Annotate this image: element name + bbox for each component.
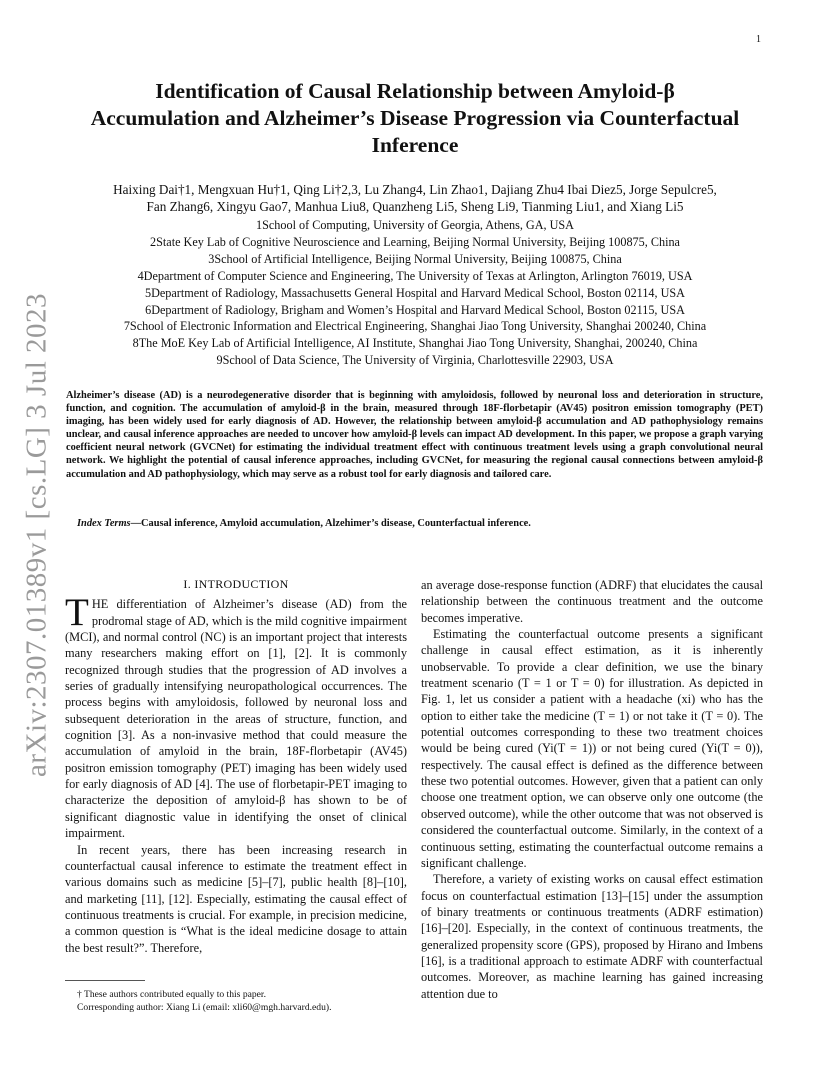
paper-title: Identification of Causal Relationship between Amyloid-β Accumulation and Alzheimer’s Disease Progression via Counterfactual Inference [90, 79, 740, 157]
affiliation: 4Department of Computer Science and Engineering, The University of Texas at Arlington, Arlington 76019, USA [137, 268, 693, 283]
authors-line-2: Fan Zhang6, Xingyu Gao7, Manhua Liu8, Quanzheng Li5, Sheng Li9, Tianming Liu1, and Xiang Li5 [146, 199, 684, 214]
index-terms-text: —Causal inference, Amyloid accumulation, Alzehimer’s disease, Counterfactual inference. [130, 518, 531, 529]
left-column [65, 576, 407, 956]
index-terms [77, 518, 763, 529]
authors-line-1: Haixing Dai†1, Mengxuan Hu†1, Qing Li†2,3, Lu Zhang4, Lin Zhao1, Dajiang Zhu4 Ibai Diez5, Jorge Sepulcre5, [113, 182, 717, 197]
intro-paragraph-1-text: HE differentiation of Alzheimer’s disease (AD) from the prodromal stage of AD, which is the mild cognitive impairment (MCI), and normal control (NC) is an important project that interests many researchers making effort on [1], [2]. It is commonly recognized through studies that the progression of AD involves a series of gradually intensifying neuropathological occurrences. The process begins with amyloidosis, followed by neuronal loss and subsequent deterioration in the areas of structure, function, and cognition [3]. As a non-invasive method that could measure the accumulation of amyloid in the brain, 18F-florbetapir (AV45) positron emission tomography (PET) imaging has been widely used for early diagnosis of AD [4]. The use of florbetapir-PET imaging to characterize the deposition of amyloid-β has shown to be of significant diagnostic value in identifying the onset of clinical impairment. [65, 597, 407, 841]
arxiv-id: arXiv:2307.01389v1 [cs.LG] 3 Jul 2023 [20, 292, 53, 778]
footnotes [77, 988, 417, 1014]
index-terms-label: Index Terms [77, 518, 131, 529]
right-paragraph-3: Therefore, a variety of existing works on causal effect estimation focus on counterfactual estimation [13]–[15] under the assumption of binary treatments or continuous treatments (ADRF estimation) [16]–[20]. Especially, in the context of continuous treatments, the generalized propensity score (GPS), proposed by Hirano and Imbens [16], is a traditional approach to estimate ADRF with counterfactual outcomes. Moreover, as machine learning has gained increasing attention due to [421, 872, 763, 1001]
footnote-equal-contribution: † These authors contributed equally to this paper. [77, 989, 266, 1000]
footnote-rule [65, 980, 145, 981]
affiliation: 1School of Computing, University of Georgia, Athens, GA, USA [256, 218, 574, 232]
section-heading: I. INTRODUCTION [183, 577, 289, 591]
intro-paragraph-2: In recent years, there has been increasing research in counterfactual causal inference to estimate the treatment effect in various domains such as medicine [5]–[7], public health [8]–[10], and marketing [11], [12]. Especially, estimating the causal effect of continuous treatments is crucial. For example, in precision medicine, a common question is “What is the ideal medicine dosage to attain the best result?”. Therefore, [65, 842, 407, 955]
affiliation: 9School of Data Science, The University of Virginia, Charlottesville 22903, USA [216, 353, 614, 368]
right-paragraph-2: Estimating the counterfactual outcome presents a significant challenge in causal effect estimation, as it is inherently unobservable. To provide a clear definition, we use the binary treatment scenario (T = 1 or T = 0) for illustration. As depicted in Fig. 1, let us consider a patient with a headache (xi) who has the option to either take the medicine (T = 1) or not take it (T = 0). The potential outcomes corresponding to these two treatment choices would be being cured (Yi(T = 1)) or not being cured (Yi(T = 0)), respectively. The causal effect is defined as the difference between these two potential outcomes. However, given that a patient can only choose one treatment option, we can observe only one outcome (the observed outcome), while the other outcome that was not observed is considered the counterfactual outcome. Similarly, in the context of a continuous setting, estimating the counterfactual outcome remains a significant challenge. [421, 627, 763, 870]
page-number: 1 [756, 34, 761, 45]
affiliation: 5Department of Radiology, Massachusetts General Hospital and Harvard Medical School, Boston 02114, USA [145, 285, 685, 300]
footnote-corresponding-author: Corresponding author: Xiang Li (email: xli60@mgh.harvard.edu). [77, 1002, 332, 1013]
right-column [421, 577, 763, 1002]
drop-cap: T [65, 591, 89, 635]
right-paragraph-1: an average dose-response function (ADRF) that elucidates the causal relationship between the continuous treatment and the outcome becomes imperative. [421, 578, 763, 625]
affiliation: 7School of Electronic Information and Electrical Engineering, Shanghai Jiao Tong University, Shanghai 200240, China [123, 319, 707, 334]
affiliation: 2State Key Lab of Cognitive Neuroscience and Learning, Beijing Normal University, Beijing 100875, China [150, 234, 680, 249]
affiliation: 3School of Artificial Intelligence, Beijing Normal University, Beijing 100875, China [208, 251, 622, 266]
intro-paragraph-1 [65, 591, 407, 841]
author-list [40, 181, 790, 215]
abstract: Alzheimer’s disease (AD) is a neurodegenerative disorder that is beginning with amyloidosis, followed by neuronal loss and deterioration in structure, function, and cognition. The accumulation of amyloid-β in the brain, measured through 18F-florbetapir (AV45) positron emission tomography (PET) imaging, has been widely used for early diagnosis of AD. However, the relationship between amyloid-β accumulation and AD pathophysiology remains unclear, and causal inference approaches are needed to uncover how amyloid-β levels can impact AD development. In this paper, we propose a graph varying coefficient neural network (GVCNet) for estimating the individual treatment effect with continuous treatment levels using a graph convolutional neural network. We highlight the potential of causal inference approaches, including GVCNet, for measuring the regional causal connections between amyloid-β accumulation and AD pathophysiology, which may serve as a robust tool for early diagnosis and tailored care. [66, 390, 763, 480]
affiliation: 6Department of Radiology, Brigham and Women’s Hospital and Harvard Medical School, Boston 02115, USA [145, 302, 685, 317]
affiliation: 8The MoE Key Lab of Artificial Intelligence, AI Institute, Shanghai Jiao Tong University, Shanghai, 200240, China [132, 336, 698, 351]
affiliation-list [40, 217, 790, 369]
arxiv-watermark [16, 292, 58, 778]
